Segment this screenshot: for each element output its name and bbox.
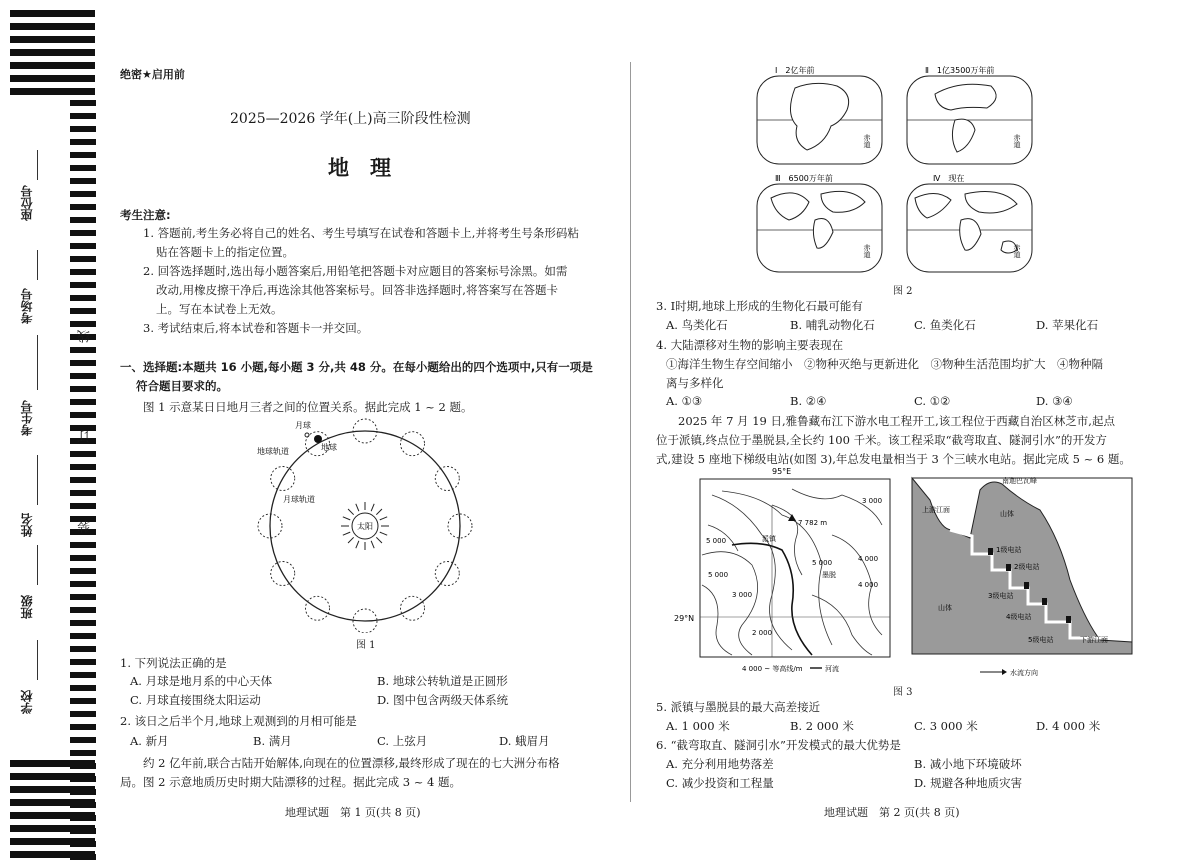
upstream-label: 上游江面 xyxy=(922,506,950,514)
q5-stem: 5. 派镇与墨脱县的最大高差接近 xyxy=(656,700,821,714)
exam-title: 2025—2026 学年(上)高三阶段性检测 xyxy=(230,111,471,127)
fig2-panel-label: Ⅳ 现在 xyxy=(933,174,965,183)
notice-line: 3. 考试结束后,将本试卷和答题卡一并交回。 xyxy=(143,321,369,335)
q2-option-b[interactable]: B. 满月 xyxy=(253,734,292,748)
fig1-caption: 图 1 xyxy=(356,640,376,651)
moon-label: 月球 xyxy=(295,421,311,430)
station-label: 2级电站 xyxy=(1014,563,1040,571)
name-label: 姓名 xyxy=(20,513,34,537)
equator-label: 赤道 xyxy=(863,134,871,148)
exam-room-label: 考场号 xyxy=(20,288,34,324)
station-label: 5级电站 xyxy=(1028,636,1054,644)
binding-char-line: 线 xyxy=(78,330,93,343)
q1-stem: 1. 下列说法正确的是 xyxy=(120,656,227,670)
intro34-line: 局。图 2 示意地质历史时期大陆漂移的过程。据此完成 3 ~ 4 题。 xyxy=(120,775,462,789)
q2-option-d[interactable]: D. 蛾眉月 xyxy=(499,734,550,748)
station-label: 3级电站 xyxy=(988,592,1014,600)
q4-option-a[interactable]: A. ①③ xyxy=(666,394,703,408)
earth-orbit-label: 地球轨道 xyxy=(257,447,289,456)
q5-option-c[interactable]: C. 3 000 米 xyxy=(914,719,978,733)
candidate-number-label: 考生号 xyxy=(20,400,34,436)
figure-2-continental-drift xyxy=(755,64,1055,279)
latitude-label: 29°N xyxy=(674,614,695,623)
sun-label: 太阳 xyxy=(357,522,373,531)
earth-label: 地球 xyxy=(321,443,337,452)
station-label: 1级电站 xyxy=(996,546,1022,554)
q2-option-a[interactable]: A. 新月 xyxy=(130,734,169,748)
fig2-panel-label: Ⅰ 2亿年前 xyxy=(775,66,815,75)
q1-option-c[interactable]: C. 月球直接围绕太阳运动 xyxy=(130,693,261,707)
binding-bottom-stripes xyxy=(10,760,95,864)
downstream-label: 下游江面 xyxy=(1080,636,1108,644)
q6-stem: 6. “截弯取直、隧洞引水”开发模式的最大优势是 xyxy=(656,738,901,752)
notice-line: 改动,用橡皮擦干净后,再选涂其他答案标号。回答非选择题时,将答案写在答题卡 xyxy=(156,283,558,297)
q5-option-b[interactable]: B. 2 000 米 xyxy=(790,719,854,733)
q4-option-c[interactable]: C. ①② xyxy=(914,394,951,408)
q6-option-d[interactable]: D. 规避各种地质灾害 xyxy=(914,776,1023,790)
q2-stem: 2. 该日之后半个月,地球上观测到的月相可能是 xyxy=(120,714,357,728)
seat-number-label: 座位号 xyxy=(20,185,34,221)
section1-heading-cont: 符合题目要求的。 xyxy=(136,379,228,393)
binding-char-order: 订 xyxy=(78,430,93,443)
contour-legend: 4 000 ~ 等高线/m xyxy=(742,665,803,673)
figure-3-contour-map xyxy=(672,465,902,680)
q3-option-d[interactable]: D. 苹果化石 xyxy=(1036,318,1099,332)
notice-line: 贴在答题卡上的指定位置。 xyxy=(156,245,294,259)
mountain-label: 山体 xyxy=(1000,510,1014,518)
q3-option-c[interactable]: C. 鱼类化石 xyxy=(914,318,976,332)
q4-statements: ①海洋生物生存空间缩小 ②物种灭绝与更新进化 ③物种生活范围均扩大 ④物种隔 xyxy=(666,357,1103,371)
binding-top-stripes xyxy=(10,10,95,101)
fig2-panel-label: Ⅱ 1亿3500万年前 xyxy=(925,66,995,75)
contour-label: 3 000 xyxy=(732,591,753,599)
fig3-caption: 图 3 xyxy=(893,687,913,698)
binding-char-pack: 装 xyxy=(78,520,93,533)
q1-option-d[interactable]: D. 图中包含两级天体系统 xyxy=(377,693,509,707)
q1-option-b[interactable]: B. 地球公转轨道是正圆形 xyxy=(377,674,508,688)
intro56-line: 式,建设 5 座地下梯级电站(如图 3),年总发电量相当于 3 个三峡水电站。据此完成 5 ~ 6 题。 xyxy=(656,452,1131,466)
intro56-line: 2025 年 7 月 19 日,雅鲁藏布江下游水电工程开工,该工程位于西藏自治区林芝市,起点 xyxy=(678,414,1115,428)
figure-1-sun-earth-moon xyxy=(245,418,475,633)
station-label: 4级电站 xyxy=(1006,613,1032,621)
page-divider xyxy=(630,62,631,802)
contour-label: 4 000 xyxy=(858,581,879,589)
place-label: 墨脱 xyxy=(822,571,836,579)
longitude-label: 95°E xyxy=(772,467,792,476)
intro56-line: 位于派镇,终点位于墨脱县,全长约 100 千米。该工程采取“截弯取直、隧洞引水”的开发方 xyxy=(656,433,1107,447)
moon-orbit-label: 月球轨道 xyxy=(283,495,315,504)
notice-heading: 考生注意: xyxy=(120,208,171,222)
q4-option-d[interactable]: D. ③④ xyxy=(1036,394,1073,408)
footer-left: 地理试题 第 1 页(共 8 页) xyxy=(285,806,421,819)
contour-label: 5 000 xyxy=(708,571,729,579)
secret-label: 绝密★启用前 xyxy=(120,68,185,81)
section1-heading: 一、选择题:本题共 16 小题,每小题 3 分,共 48 分。在每小题给出的四个选项中,只有一项是 xyxy=(120,360,593,374)
contour-label: 3 000 xyxy=(862,497,883,505)
contour-label: 5 000 xyxy=(706,537,727,545)
subject-title: 地 理 xyxy=(328,156,391,180)
notice-line: 上。写在本试卷上无效。 xyxy=(156,302,283,316)
figure-3-cascade-profile xyxy=(910,470,1136,680)
equator-label: 赤道 xyxy=(863,244,871,258)
fig2-panel-label: Ⅲ 6500万年前 xyxy=(775,174,833,183)
q3-option-a[interactable]: A. 鸟类化石 xyxy=(666,318,728,332)
q4-statements-cont: 离与多样化 xyxy=(666,376,724,390)
q4-option-b[interactable]: B. ②④ xyxy=(790,394,827,408)
footer-right: 地理试题 第 2 页(共 8 页) xyxy=(824,806,960,819)
q4-stem: 4. 大陆漂移对生物的影响主要表现在 xyxy=(656,338,844,352)
class-label: 班级 xyxy=(20,595,34,619)
q2-option-c[interactable]: C. 上弦月 xyxy=(377,734,428,748)
flow-direction-label: 水流方向 xyxy=(1010,669,1038,677)
mountain-label-2: 山体 xyxy=(938,604,952,612)
contour-label: 4 000 xyxy=(858,555,879,563)
equator-label: 赤道 xyxy=(1013,134,1021,148)
q6-option-b[interactable]: B. 减小地下环境破坏 xyxy=(914,757,1022,771)
q3-stem: 3. Ⅰ时期,地球上形成的生物化石最可能有 xyxy=(656,299,863,313)
q5-option-a[interactable]: A. 1 000 米 xyxy=(666,719,730,733)
q6-option-a[interactable]: A. 充分利用地势落差 xyxy=(666,757,774,771)
fig1-intro: 图 1 示意某日日地月三者之间的位置关系。据此完成 1 ~ 2 题。 xyxy=(143,400,473,414)
q6-option-c[interactable]: C. 减少投资和工程量 xyxy=(666,776,774,790)
contour-label: 2 000 xyxy=(752,629,773,637)
equator-label: 赤道 xyxy=(1013,244,1021,258)
intro34-line: 约 2 亿年前,联合古陆开始解体,向现在的位置漂移,最终形成了现在的七大洲分布格 xyxy=(143,756,560,770)
notice-line: 1. 答题前,考生务必将自己的姓名、考生号填写在试卷和答题卡上,并将考生号条形码粘 xyxy=(143,226,579,240)
q3-option-b[interactable]: B. 哺乳动物化石 xyxy=(790,318,875,332)
notice-line: 2. 回答选择题时,选出每小题答案后,用铅笔把答题卡对应题目的答案标号涂黑。如需 xyxy=(143,264,568,278)
peak-name: 南迦巴瓦峰 xyxy=(1002,477,1037,485)
peak-label: 7 782 m xyxy=(798,519,828,527)
q1-option-a[interactable]: A. 月球是地月系的中心天体 xyxy=(130,674,273,688)
school-label: 学校 xyxy=(20,690,34,714)
q5-option-d[interactable]: D. 4 000 米 xyxy=(1036,719,1101,733)
river-legend: 河流 xyxy=(825,665,839,673)
binding-strip xyxy=(70,100,96,860)
fig2-caption: 图 2 xyxy=(893,286,913,297)
place-label: 派镇 xyxy=(762,535,776,543)
contour-label: 5 000 xyxy=(812,559,833,567)
